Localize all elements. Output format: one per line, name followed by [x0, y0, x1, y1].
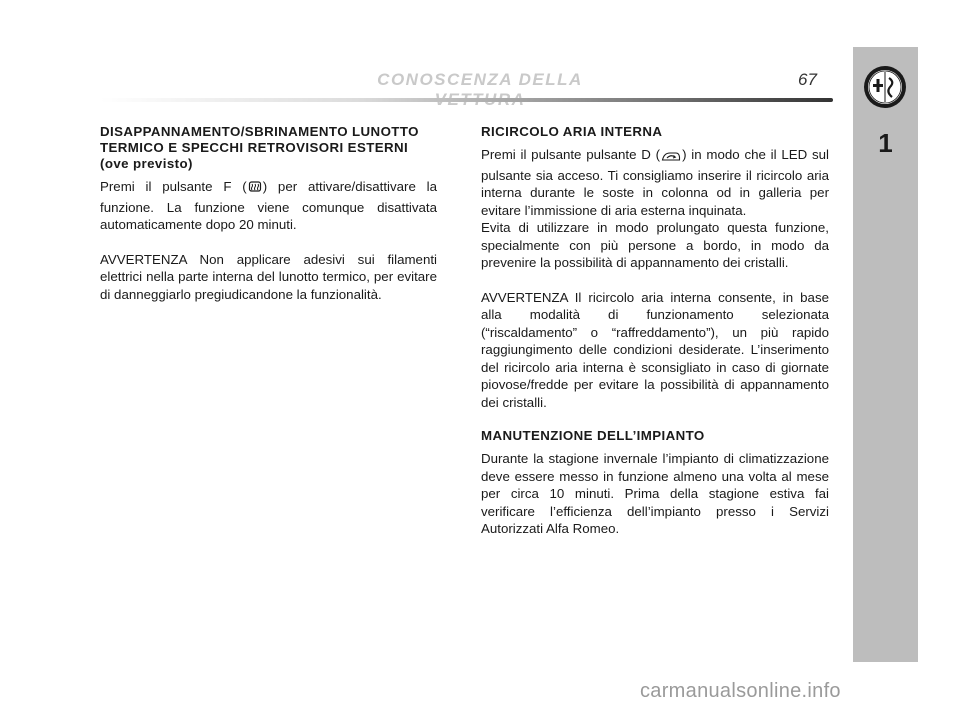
text-fragment: Premi il pulsante pulsante D ( — [481, 147, 661, 162]
recirculation-paragraph — [481, 146, 829, 219]
left-column — [100, 124, 437, 320]
page-number: 67 — [798, 70, 817, 89]
heading-line: (ove previsto) — [100, 156, 193, 171]
watermark: carmanualsonline.info — [640, 680, 841, 702]
warning-paragraph: AVVERTENZA Il ricircolo aria interna consente, in base alla modalità di funzionamento selezionata (“riscaldamento” o “raffreddamento”), un più rapido raggiungimento delle condizioni desiderate. L’inserimento del ricircolo aria interna è sconsigliato in caso di giornate piovose/fredde per evitare la possibilità di appannamento dei cristalli. — [481, 289, 829, 410]
defrost-paragraph — [100, 178, 437, 234]
text-fragment: Premi il pulsante F ( — [100, 179, 247, 194]
heading-line: TERMICO E SPECCHI RETROVISORI ESTERNI — [100, 140, 409, 155]
text-fragment: ) in modo che il LED sul pulsante sia acceso. Ti consigliamo inserire il ricircolo aria interna durante le soste in colonna od in galleria per evitare l’immissione di aria esterna inquinata. — [481, 147, 829, 218]
air-recirculation-icon — [661, 149, 681, 167]
warning-paragraph: AVVERTENZA Non applicare adesivi sui filamenti elettrici nella parte interna del lunotto termico, per evitare di danneggiarlo pregiudicandone la funzionalità. — [100, 251, 437, 302]
section-heading-recirculation: RICIRCOLO ARIA INTERNA — [481, 124, 663, 139]
header-rule — [100, 98, 833, 102]
maintenance-paragraph: Durante la stagione invernale l’impianto di climatizzazione deve essere messo in funzione almeno una volta al mese per circa 10 minuti. Prima della stagione estiva fai verificare l’efficienza dell’impianto presso i Servizi Autorizzati Alfa Romeo. — [481, 451, 829, 536]
section-heading-defrost — [100, 124, 437, 172]
section-heading-maintenance: MANUTENZIONE DELL’IMPIANTO — [481, 428, 705, 443]
page-header-title: CONOSCENZA DELLA — [377, 70, 583, 89]
text-fragment: ) per attivare/disattivare la funzione. La funzione viene comunque disattivata automaticamente dopo 20 minuti. — [100, 179, 438, 232]
rear-defrost-icon — [248, 180, 262, 199]
chapter-number: 1 — [878, 128, 893, 158]
right-column — [481, 124, 829, 555]
alfa-romeo-badge-icon — [862, 64, 908, 110]
heading-line: DISAPPANNAMENTO/SBRINAMENTO LUNOTTO — [100, 124, 419, 139]
recirculation-paragraph: Evita di utilizzare in modo prolungato questa funzione, specialmente con più persone a bordo, in modo da prevenire la possibilità di appannamento dei cristalli. — [481, 220, 829, 270]
